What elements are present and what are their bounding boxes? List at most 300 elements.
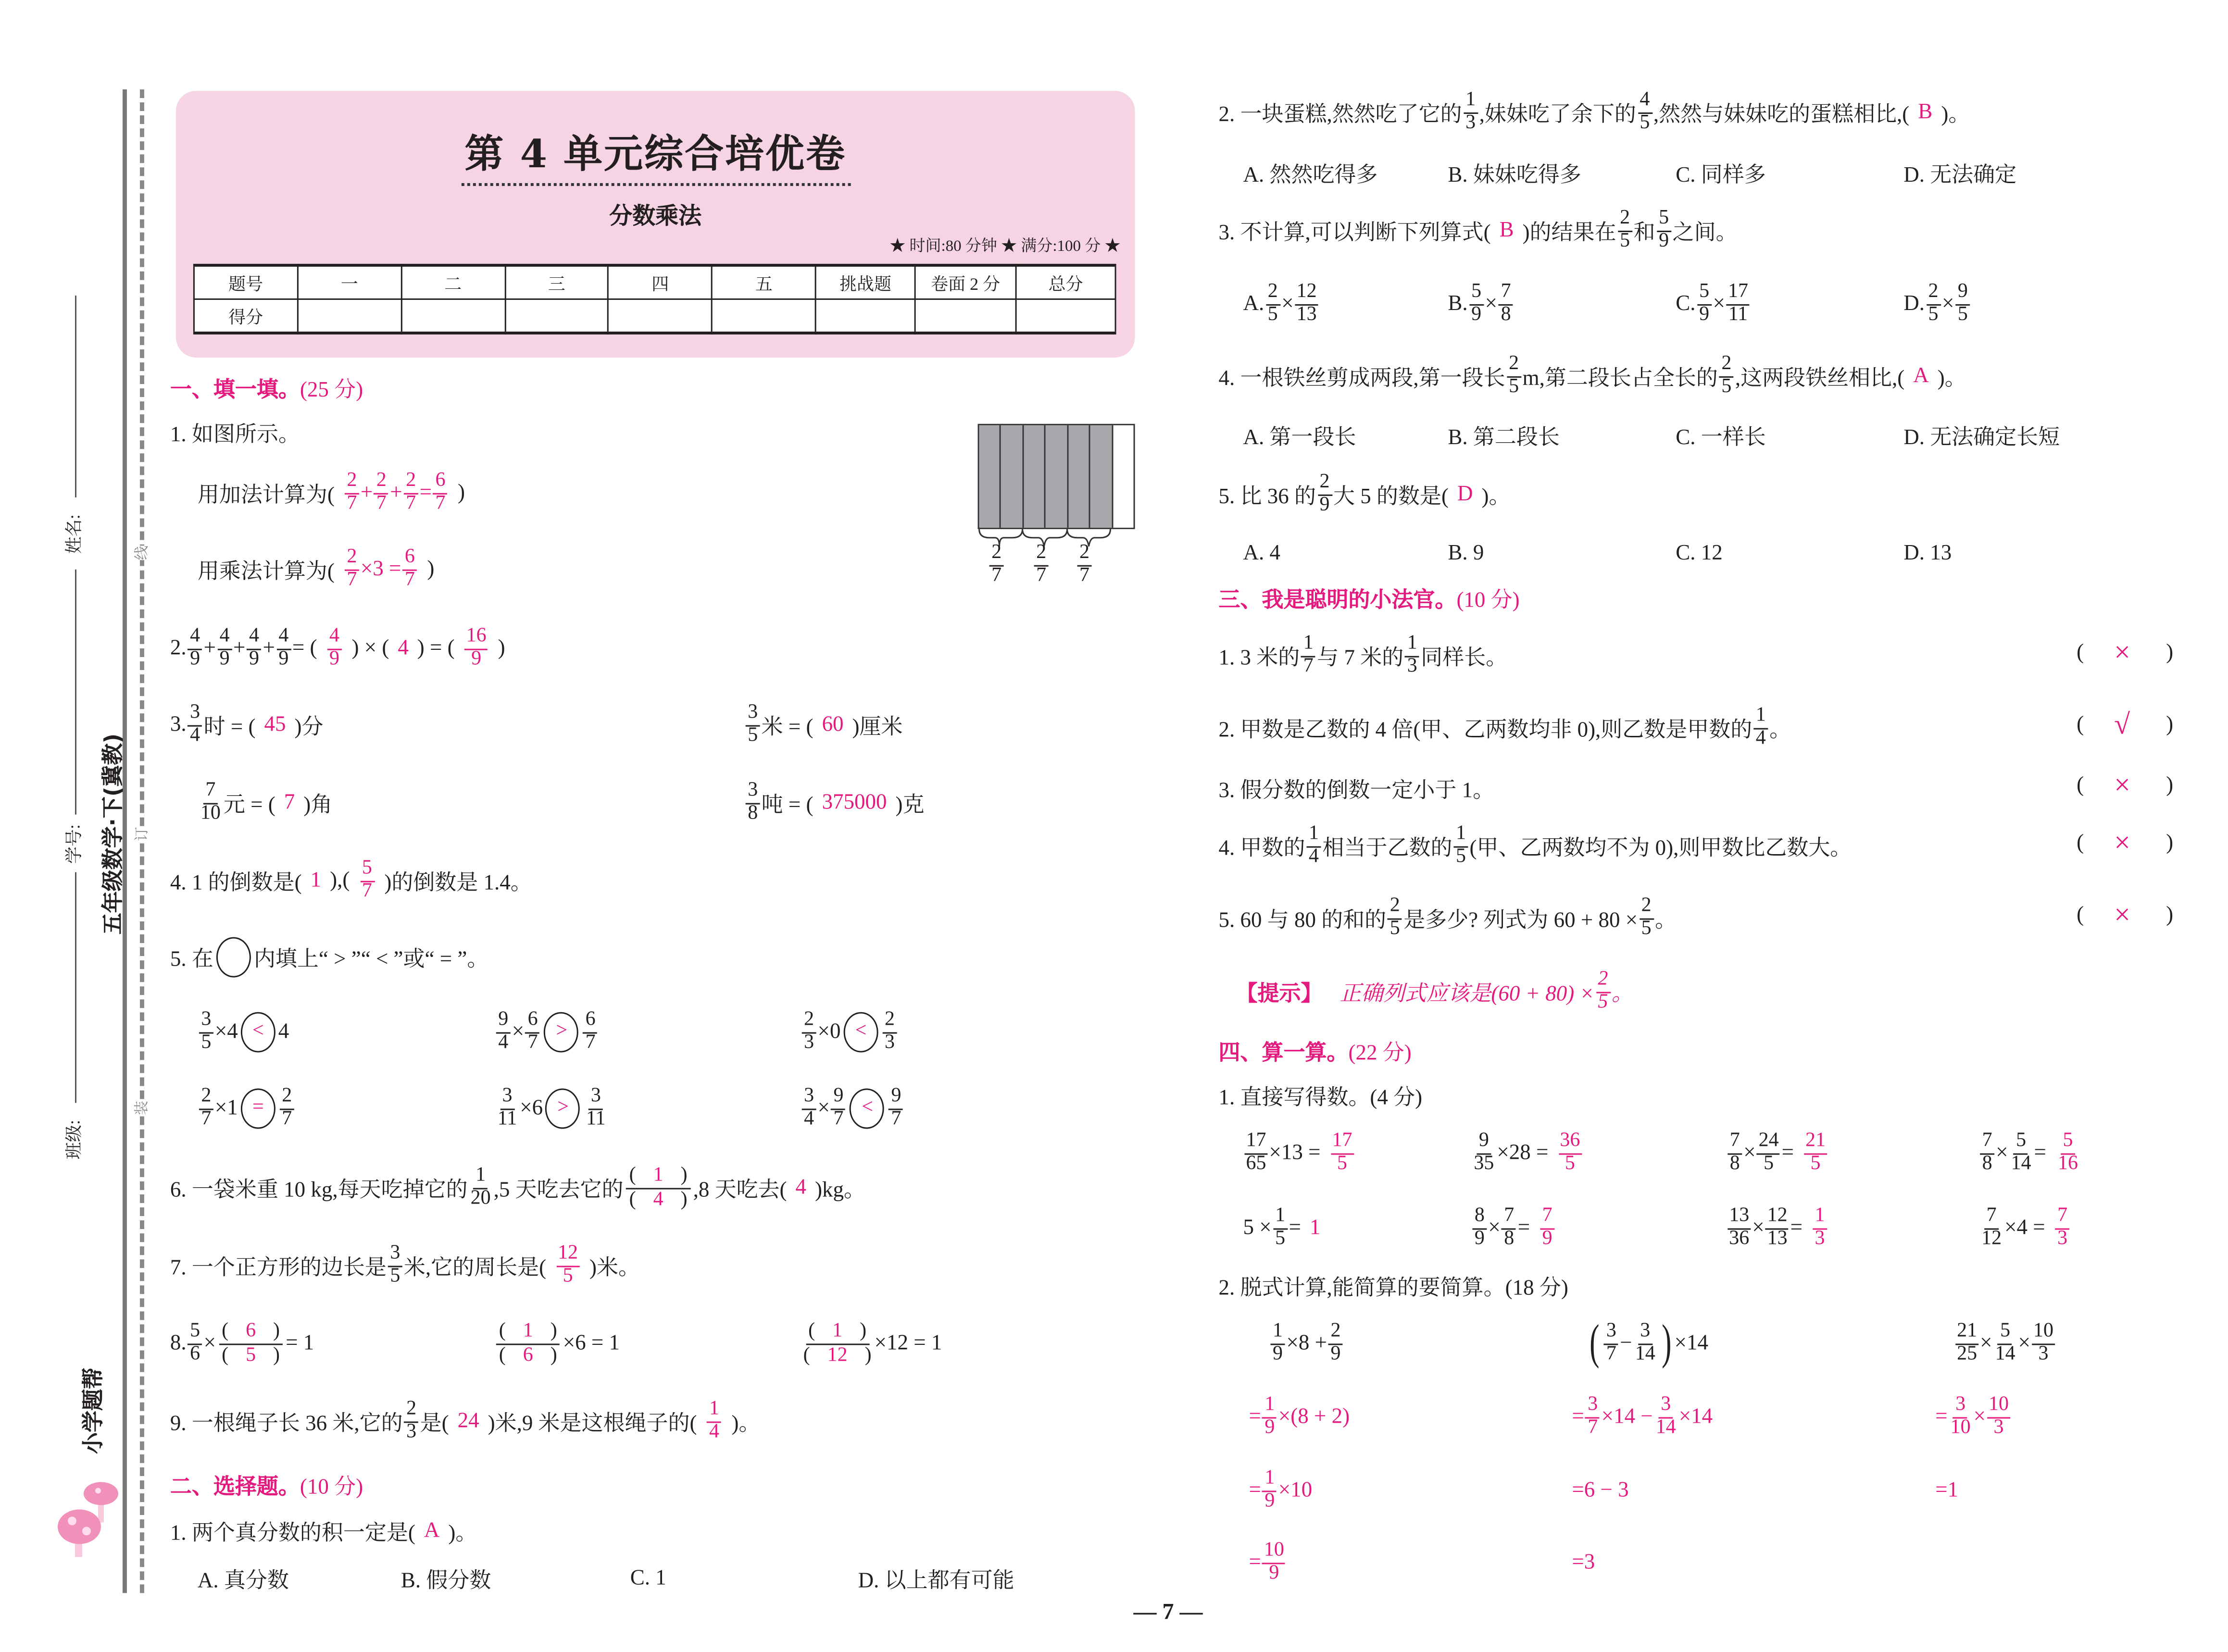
fraction-denominator: 7 [347, 492, 357, 514]
title-divider [462, 183, 851, 186]
choice-question-1 [170, 1514, 477, 1548]
fraction-denominator: 3 [2057, 1227, 2068, 1249]
paren-left: ( [2077, 904, 2084, 927]
answer [1935, 1395, 2012, 1439]
compare-item [198, 1085, 296, 1130]
text-run: ) [458, 481, 465, 504]
star-icon: ★ [889, 237, 906, 255]
fraction-numerator: 3 [1604, 1322, 1618, 1344]
fraction-denominator: 8 [1504, 1227, 1515, 1249]
option-b[interactable]: B. 第二段长 [1448, 426, 1560, 449]
answer [1811, 1206, 1828, 1250]
text-run: 。 [1611, 982, 1633, 1006]
calc-question-1: 1. 直接写得数。(4 分) [1218, 1086, 1423, 1110]
question-2 [170, 625, 505, 670]
fraction [1273, 1206, 1288, 1250]
fraction-numerator: 4 [247, 627, 261, 649]
fraction-numerator: 2 [1388, 896, 1402, 919]
text-run: 6. 一袋米重 10 kg,每天吃掉它的 [170, 1179, 468, 1202]
text-run: × [512, 1020, 525, 1043]
section-heading-2 [170, 1470, 363, 1501]
fraction-denominator: 3 [1815, 1227, 1825, 1249]
section-title: 二、选择题。 [170, 1473, 300, 1500]
fraction [188, 1322, 202, 1366]
text-run: ,5 天吃去它的 [493, 1179, 624, 1202]
header-panel [176, 91, 1135, 358]
text-run: )。 [1937, 367, 1966, 390]
option-a[interactable]: A. 真分数 [197, 1569, 289, 1592]
fraction-denominator: 5 [1721, 375, 1732, 397]
fraction-numerator: 7 [1540, 1206, 1554, 1229]
fraction-denominator: 4 [709, 1420, 719, 1442]
text-run: × [1485, 292, 1498, 315]
score-cell[interactable] [505, 299, 609, 333]
fraction-denominator: 5 [1455, 845, 1466, 868]
option-b[interactable]: B. 妹妹吃得多 [1448, 163, 1581, 187]
answer: 7 [284, 791, 295, 814]
answer [1935, 1478, 1958, 1503]
text-run: )米,9 米是这根绳子的( [488, 1412, 697, 1435]
answer: 4 [398, 636, 409, 660]
fraction [889, 1087, 903, 1130]
fraction-numerator: 21 [1804, 1131, 1827, 1154]
fraction-denominator: 7 [1036, 564, 1047, 586]
answer: 45 [264, 713, 286, 736]
fraction-denominator: 7 [406, 492, 416, 514]
fraction [247, 627, 261, 671]
fraction [2055, 1206, 2070, 1250]
text-run: D. [1903, 292, 1925, 315]
score-cell[interactable] [401, 299, 505, 333]
text-run: ) × ( [351, 636, 389, 660]
text-run: ×4 = [2004, 1216, 2045, 1239]
text-run: )分 [294, 716, 324, 739]
fraction-numerator: 4 [217, 627, 232, 649]
option-d[interactable]: D. 13 [1903, 541, 1952, 565]
question-3c [198, 780, 333, 824]
fraction-denominator [499, 1344, 557, 1366]
option-a[interactable]: A. 第一段长 [1243, 426, 1356, 449]
answer [706, 1400, 723, 1443]
question-8b [493, 1320, 620, 1366]
fraction-numerator: 7 [1980, 1131, 1994, 1154]
fraction-numerator: 5 [1998, 1322, 2013, 1344]
calc-step [1927, 1473, 1967, 1508]
answer: 1 [310, 869, 322, 892]
option-d[interactable] [1903, 281, 1971, 325]
fraction-denominator: 3 [1465, 112, 1476, 134]
fraction-denominator: 5 [1565, 1153, 1575, 1175]
fraction-numerator: 2 [1507, 354, 1521, 377]
score-cell[interactable] [915, 299, 1016, 333]
option-b[interactable]: B. 假分数 [401, 1569, 491, 1592]
star-icon: ★ [1001, 237, 1017, 255]
option-c[interactable]: C. 同样多 [1676, 163, 1766, 187]
fraction [1244, 1131, 1267, 1175]
fraction-denominator: 6 [190, 1342, 200, 1365]
fraction [1263, 1541, 1286, 1585]
fraction [1604, 1322, 1618, 1366]
fraction [1638, 90, 1652, 134]
score-cell[interactable] [609, 299, 713, 333]
text-run: )。 [1941, 103, 1970, 126]
text-run: 正确列式应该是(60 + 80) × [1339, 982, 1594, 1006]
fraction-denominator: 5 [1275, 1227, 1286, 1249]
fraction-numerator: 3 [199, 1010, 213, 1033]
fraction-numerator: 6 [433, 471, 448, 494]
fraction-denominator: 9 [1659, 230, 1669, 252]
question-3a [170, 702, 324, 746]
fraction [2056, 1131, 2079, 1175]
fraction-numerator: 1 [1405, 634, 1419, 657]
text-run: (甲、乙两数均不为 0),则甲数比乙数大。 [1469, 837, 1852, 860]
answer [358, 859, 376, 903]
fraction [496, 1010, 511, 1054]
fraction-numerator: 10 [2032, 1322, 2055, 1344]
fraction-denominator: 7 [833, 1108, 844, 1130]
strip-part [1046, 425, 1068, 528]
text-run: 元 = ( [223, 794, 275, 817]
fraction-denominator: 7 [1588, 1416, 1598, 1438]
fraction-numerator: 3 [188, 703, 202, 726]
text-run: B. [1448, 292, 1468, 315]
direct-calc-item [1726, 1130, 1837, 1175]
fraction-numerator: 2 [1719, 354, 1734, 377]
large-parenthesis: ) [1661, 1316, 1671, 1370]
fraction [188, 627, 202, 671]
fraction-numerator: 1 [1813, 1206, 1827, 1229]
fraction-denominator: 9 [1269, 1562, 1279, 1584]
answer: 1 [1310, 1216, 1321, 1239]
answer [1249, 1469, 1312, 1513]
answer-blank: 6 [246, 1320, 256, 1342]
fraction-numerator: 9 [1477, 1131, 1491, 1154]
fraction-numerator: 4 [1638, 90, 1652, 113]
fraction-numerator: 7 [1984, 1206, 1999, 1229]
paren-right: ) [2166, 904, 2174, 927]
fraction-numerator: 3 [1953, 1395, 1968, 1418]
fraction-numerator: 2 [802, 1010, 816, 1033]
fraction-denominator: 10 [1950, 1416, 1971, 1438]
fraction [465, 627, 488, 671]
answer [1249, 1541, 1287, 1585]
text-run: 1. 两个真分数的积一定是( [170, 1521, 415, 1545]
option-a[interactable] [1243, 281, 1319, 325]
fraction [1757, 1131, 1780, 1175]
fraction [1558, 1131, 1581, 1175]
fraction [402, 547, 417, 591]
fraction-numerator: 9 [496, 1010, 511, 1033]
text-run: + [203, 636, 216, 660]
text-run: × [203, 1331, 216, 1354]
option-c[interactable] [1676, 281, 1751, 325]
fraction-numerator: 5 [1697, 282, 1712, 305]
text-run: = ( [292, 636, 317, 660]
direct-calc-item [1471, 1130, 1591, 1175]
text-run: 4. 一根铁丝剪成两段,第一段长 [1218, 367, 1505, 390]
fraction-denominator: 5 [1641, 918, 1652, 940]
text-run: 米,它的周长是( [403, 1256, 547, 1279]
fraction-denominator: 5 [1620, 230, 1630, 252]
fraction-denominator: 5 [1640, 112, 1650, 134]
answer: 375000 [822, 791, 887, 814]
option-d[interactable]: D. 无法确定长短 [1903, 426, 2060, 449]
answer [1249, 1395, 1350, 1439]
judgement-mark: × [2114, 637, 2130, 669]
fraction-numerator: 1 [1270, 1322, 1285, 1344]
text-run: × [1713, 292, 1725, 315]
fraction-denominator: 4 [498, 1031, 509, 1054]
text-run: )的倒数是 1.4。 [384, 871, 532, 895]
fraction-numerator: 9 [831, 1087, 846, 1109]
fraction-denominator: 14 [1995, 1342, 2015, 1365]
text-run: )角 [303, 794, 333, 817]
fraction-denominator: 5 [390, 1265, 401, 1287]
score-table-header-row [194, 265, 1115, 299]
question-3d [744, 780, 925, 824]
question-4 [170, 857, 532, 902]
cut-label-fold: 装 [129, 1101, 150, 1115]
text-run: =6 − 3 [1572, 1478, 1629, 1502]
calc-problem [1954, 1320, 2056, 1365]
fraction-numerator: 6 [402, 547, 417, 570]
fraction-denominator: 5 [201, 1031, 212, 1054]
fraction-numerator: 2 [374, 471, 388, 494]
fraction-numerator: 3 [802, 1087, 816, 1109]
option-b[interactable] [1448, 281, 1515, 325]
fraction [1596, 970, 1610, 1014]
text-run: 用乘法计算为( [197, 560, 335, 584]
score-cell[interactable] [816, 299, 915, 333]
text-run: ,这两段铁丝相比,( [1735, 367, 1905, 390]
fraction [1502, 1206, 1516, 1250]
text-run: ×10 [1278, 1478, 1313, 1502]
fraction-denominator: 11 [586, 1108, 606, 1130]
text-run: = [1249, 1404, 1261, 1428]
table-cell: 总分 [1016, 265, 1115, 299]
fraction-numerator: 2 [345, 471, 359, 494]
text-run: × [1973, 1404, 1986, 1428]
fraction [1727, 1131, 1742, 1175]
table-cell: 三 [505, 265, 609, 299]
answer [1572, 1478, 1628, 1503]
fraction-numerator: 3 [746, 703, 760, 726]
fraction-denominator [222, 1344, 280, 1366]
answer: 24 [457, 1409, 479, 1432]
section-title: 一、填一填。 [170, 376, 300, 402]
star-icon: ★ [1104, 237, 1121, 255]
answer: B [1918, 100, 1933, 124]
option-b[interactable]: B. 9 [1448, 541, 1484, 565]
fraction-denominator: 5 [1928, 303, 1939, 325]
fraction-denominator: 5 [1509, 375, 1519, 397]
option-d[interactable]: D. 以上都有可能 [858, 1569, 1014, 1592]
paren-right: ) [2166, 774, 2174, 797]
fraction [1980, 1131, 1994, 1175]
fraction [199, 781, 222, 825]
text-run: ×1 [214, 1096, 238, 1120]
fraction-numerator: 3 [500, 1087, 514, 1109]
text-run: 5 × [1243, 1216, 1272, 1239]
text-run: =1 [1935, 1478, 1959, 1502]
text-run: = [1572, 1404, 1584, 1428]
fraction-denominator: 9 [471, 648, 482, 670]
fraction [1263, 1395, 1277, 1439]
fraction-denominator: 5 [748, 724, 758, 746]
fraction-numerator: 2 [345, 547, 359, 570]
fraction-denominator: 7 [1079, 564, 1090, 586]
text-run: 相当于乙数的 [1322, 837, 1452, 860]
fraction-denominator: 7 [347, 569, 357, 591]
fraction-denominator: 5 [1389, 918, 1400, 940]
answer [325, 627, 343, 671]
fraction-denominator: 5 [1810, 1153, 1821, 1175]
text-run: × [1281, 292, 1294, 315]
text-run: ,8 天吃去( [693, 1179, 787, 1202]
table-cell: 题号 [194, 265, 298, 299]
fraction-denominator: 3 [2038, 1342, 2049, 1365]
brand-logo-text: 小学题帮 [80, 1367, 106, 1454]
fraction-numerator: 21 [1955, 1322, 1978, 1344]
hint-label: 【提示】 [1236, 980, 1323, 1006]
paren-left: ( [2077, 713, 2084, 737]
score-cell[interactable] [1016, 299, 1115, 333]
page-number-value: 7 [1162, 1600, 1174, 1625]
fraction-numerator: 1 [1753, 706, 1768, 729]
section-points: (22 分) [1348, 1042, 1412, 1066]
option-a[interactable]: A. 4 [1243, 541, 1280, 565]
text-run: ),( [330, 869, 350, 892]
answer: A [424, 1518, 440, 1542]
fraction [1926, 282, 1940, 326]
fraction-numerator: 2 [404, 471, 418, 494]
text-run: ×6 [520, 1096, 543, 1120]
option-c[interactable]: C. 1 [630, 1566, 666, 1590]
fraction-numerator: 3 [388, 1244, 402, 1267]
fraction [1657, 209, 1671, 252]
fraction [1586, 1395, 1600, 1439]
fraction [469, 1166, 492, 1210]
fraction [1949, 1395, 1972, 1439]
option-a[interactable]: A. 然然吃得多 [1243, 163, 1378, 187]
text-run: = [1935, 1404, 1948, 1428]
text-run: ,然然与妹妹吃的蛋糕相比,( [1653, 103, 1910, 126]
fraction [496, 1321, 560, 1366]
fraction-numerator: 5 [360, 859, 374, 882]
choice-question-4 [1218, 353, 1966, 397]
text-run: = [1790, 1216, 1803, 1239]
fraction [404, 471, 418, 515]
cut-label-bind: 订 [129, 827, 150, 841]
answer [343, 547, 418, 591]
answer [1572, 1395, 1713, 1439]
blank-circle [216, 937, 251, 978]
text-run: = [419, 481, 432, 504]
fraction-numerator: 1 [474, 1166, 488, 1189]
fraction-denominator: 9 [1272, 1342, 1283, 1365]
text-run: )厘米 [852, 716, 903, 739]
fraction [746, 703, 760, 747]
text-run: = [1517, 1216, 1530, 1239]
text-run: = [1781, 1141, 1794, 1165]
score-table-score-row [194, 299, 1115, 333]
paren-left: ( [2077, 774, 2084, 797]
fraction [1453, 824, 1468, 868]
fraction-numerator: 1 [1453, 824, 1468, 847]
answer [1572, 1551, 1595, 1575]
fraction-denominator: 7 [201, 1108, 212, 1130]
fraction-numerator: 6 [526, 1010, 540, 1033]
judge-item [1218, 771, 1494, 806]
judgement-mark: √ [2114, 709, 2130, 741]
question-1 [170, 415, 300, 450]
fraction [2032, 1322, 2055, 1366]
option-c[interactable]: C. 一样长 [1676, 426, 1766, 449]
fraction-denominator: 7 [891, 1108, 901, 1130]
text-run: + [360, 481, 373, 504]
fraction-denominator: 9 [1264, 1416, 1275, 1438]
fraction [626, 1165, 690, 1211]
fraction [345, 547, 359, 591]
strip-part [1024, 425, 1046, 528]
answer-blank: 1 [653, 1165, 663, 1187]
answer [1802, 1131, 1828, 1175]
text-run: ×14 [1678, 1404, 1713, 1428]
text-run: 内填上“ > ”“ < ”或“ = ”。 [253, 948, 489, 971]
fraction [1405, 634, 1419, 678]
fraction-denominator: 3 [406, 1420, 417, 1442]
option-d[interactable]: D. 无法确定 [1903, 163, 2017, 187]
fraction-numerator: 5 [188, 1322, 202, 1344]
fraction-denominator: 4 [190, 724, 200, 746]
option-c[interactable]: C. 12 [1676, 541, 1723, 565]
text-run: )kg。 [815, 1179, 866, 1202]
text-run: 同样长。 [1421, 646, 1508, 670]
fraction-numerator: 10 [1263, 1541, 1286, 1564]
text-run: × [1996, 1141, 2008, 1165]
text-run: + [263, 636, 275, 660]
fraction [199, 1087, 213, 1130]
text-run: 3. 不计算,可以判断下列算式( [1218, 221, 1491, 245]
fraction [802, 1010, 816, 1054]
text-run: ×8 + [1286, 1331, 1327, 1354]
fraction [217, 627, 232, 671]
text-run: + [390, 481, 402, 504]
calc-step [1563, 1473, 1637, 1508]
judgement-mark: × [2114, 770, 2130, 802]
fraction [1634, 1322, 1657, 1366]
fraction-denominator: 7 [362, 880, 372, 902]
fraction-numerator: 12 [1295, 282, 1318, 305]
text-run: 与 7 米的 [1317, 646, 1404, 670]
fraction-denominator: 8 [1982, 1153, 1992, 1175]
score-cell[interactable] [298, 299, 401, 333]
fraction-denominator: 11 [497, 1108, 517, 1130]
text-run: 之间。 [1672, 221, 1738, 245]
fraction-denominator: 13 [1296, 303, 1317, 325]
fraction-numerator: 1 [707, 1400, 722, 1422]
text-run: ×3 = [360, 557, 401, 581]
text-run: 7. 一个正方形的边长是 [170, 1256, 387, 1279]
question-5 [170, 940, 488, 975]
text-run: × [1488, 1216, 1501, 1239]
table-cell: 二 [401, 265, 505, 299]
text-run: ) = ( [417, 636, 455, 660]
fraction-numerator: 2 [1328, 1322, 1343, 1344]
score-cell[interactable] [712, 299, 816, 333]
fraction-denominator: 25 [1957, 1342, 1978, 1365]
fraction-denominator: 12 [1981, 1227, 2002, 1249]
